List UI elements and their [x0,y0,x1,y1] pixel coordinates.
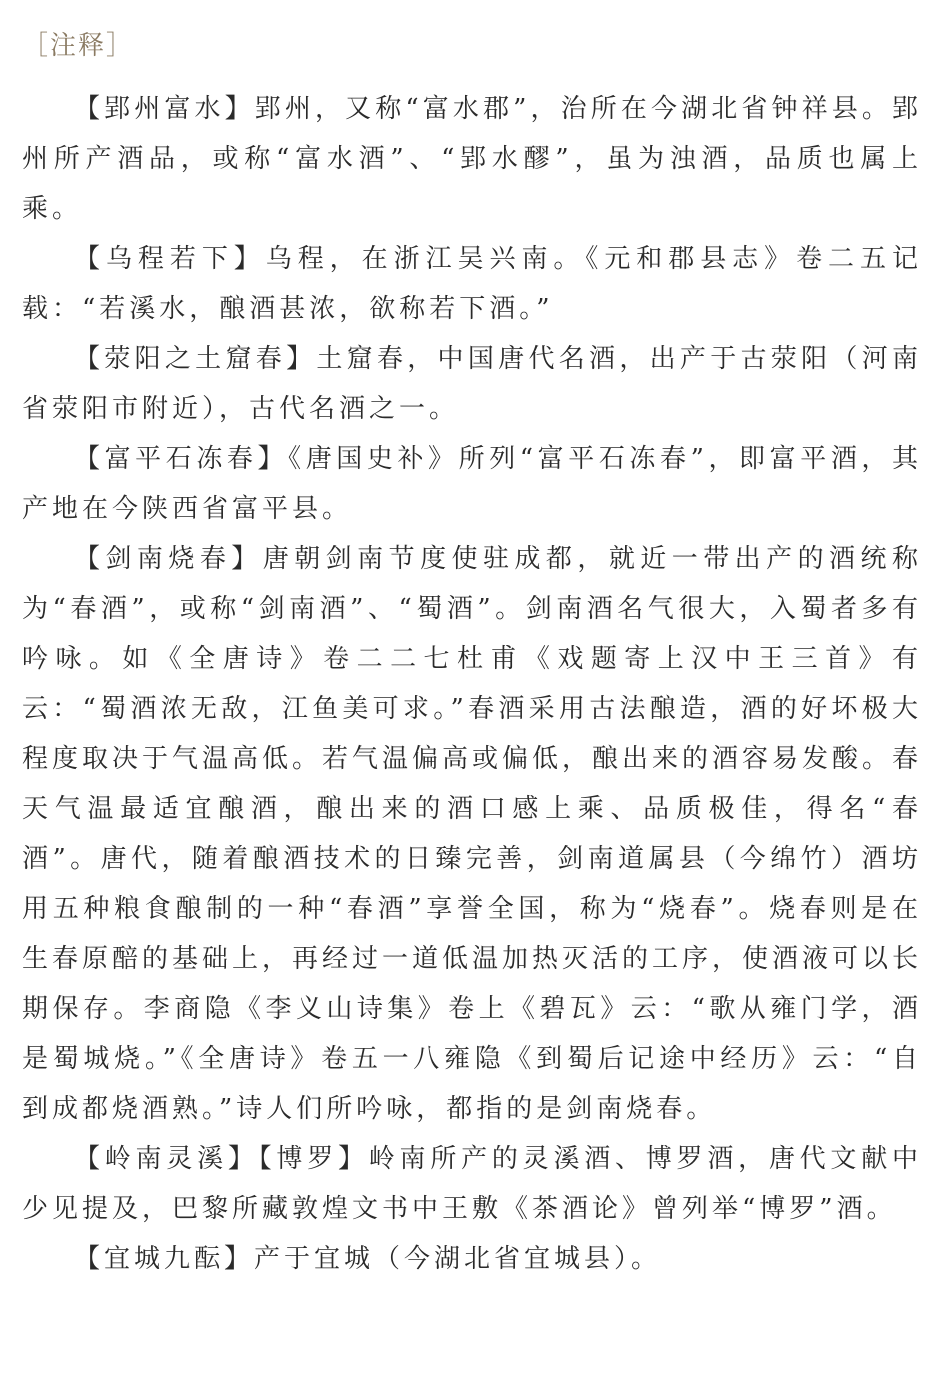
annotation-term: 【乌程若下】 [74,244,266,274]
annotation-text: 郢州，又称“富水郡”，治所在今湖北省钟祥县。郢州所产酒品，或称“富水酒”、“郢水醪”，虽为浊酒，品质也属上乘。 [22,94,922,224]
annotation-term: 【剑南烧春】 [74,544,263,574]
annotation-term: 【富平石冻春】 [74,444,289,474]
annotation-term: 【岭南灵溪】【博罗】 [74,1144,369,1174]
annotation-item [22,84,922,234]
annotation-text: 《唐国史补》所列“富平石冻春”，即富平酒，其产地在今陕西省富平县。 [22,444,922,524]
section-heading: ［注释］ [22,31,135,61]
annotation-list [22,84,922,1284]
annotation-text: 岭南所产的灵溪酒、博罗酒，唐代文献中少见提及，巴黎所藏敦煌文书中王敷《茶酒论》曾列举“博罗”酒。 [22,1144,922,1224]
annotation-text: 产于宜城（今湖北省宜城县）。 [254,1244,662,1274]
annotation-text: 唐朝剑南节度使驻成都，就近一带出产的酒统称为“春酒”，或称“剑南酒”、“蜀酒”。剑南酒名气很大，入蜀者多有吟咏。如《全唐诗》卷二二七杜甫《戏题寄上汉中王三首》有云：“蜀酒浓无敌，江鱼美可求。”春酒采用古法酿造，酒的好坏极大程度取决于气温高低。若气温偏高或偏低，酿出来的酒容易发酸。春天气温最适宜酿酒，酿出来的酒口感上乘、品质极佳，得名“春酒”。唐代，随着酿酒技术的日臻完善，剑南道属县（今绵竹）酒坊用五种粮食酿制的一种“春酒”享誉全国，称为“烧春”。烧春则是在生春原醅的基础上，再经过一道低温加热灭活的工序，使酒液可以长期保存。李商隐《李义山诗集》卷上《碧瓦》云：“歌从雍门学，酒是蜀城烧。”《全唐诗》卷五一八雍隐《到蜀后记途中经历》云：“自到成都烧酒熟。”诗人们所吟咏，都指的是剑南烧春。 [22,544,923,1124]
annotation-term: 【郢州富水】 [74,94,255,124]
annotation-term: 【宜城九酝】 [74,1244,255,1274]
annotation-text: 土窟春，中国唐代名酒，出产于古荥阳（河南省荥阳市附近），古代名酒之一。 [22,344,922,424]
annotation-item [22,234,922,334]
annotation-text: 乌程，在浙江吴兴南。《元和郡县志》卷二五记载：“若溪水，酿酒甚浓，欲称若下酒。” [22,244,922,324]
annotation-item [22,1134,922,1234]
annotation-item [22,534,922,1134]
annotation-item [22,1234,922,1284]
annotation-term: 【荥阳之土窟春】 [74,344,317,374]
annotation-item [22,434,922,534]
annotation-item [22,334,922,434]
